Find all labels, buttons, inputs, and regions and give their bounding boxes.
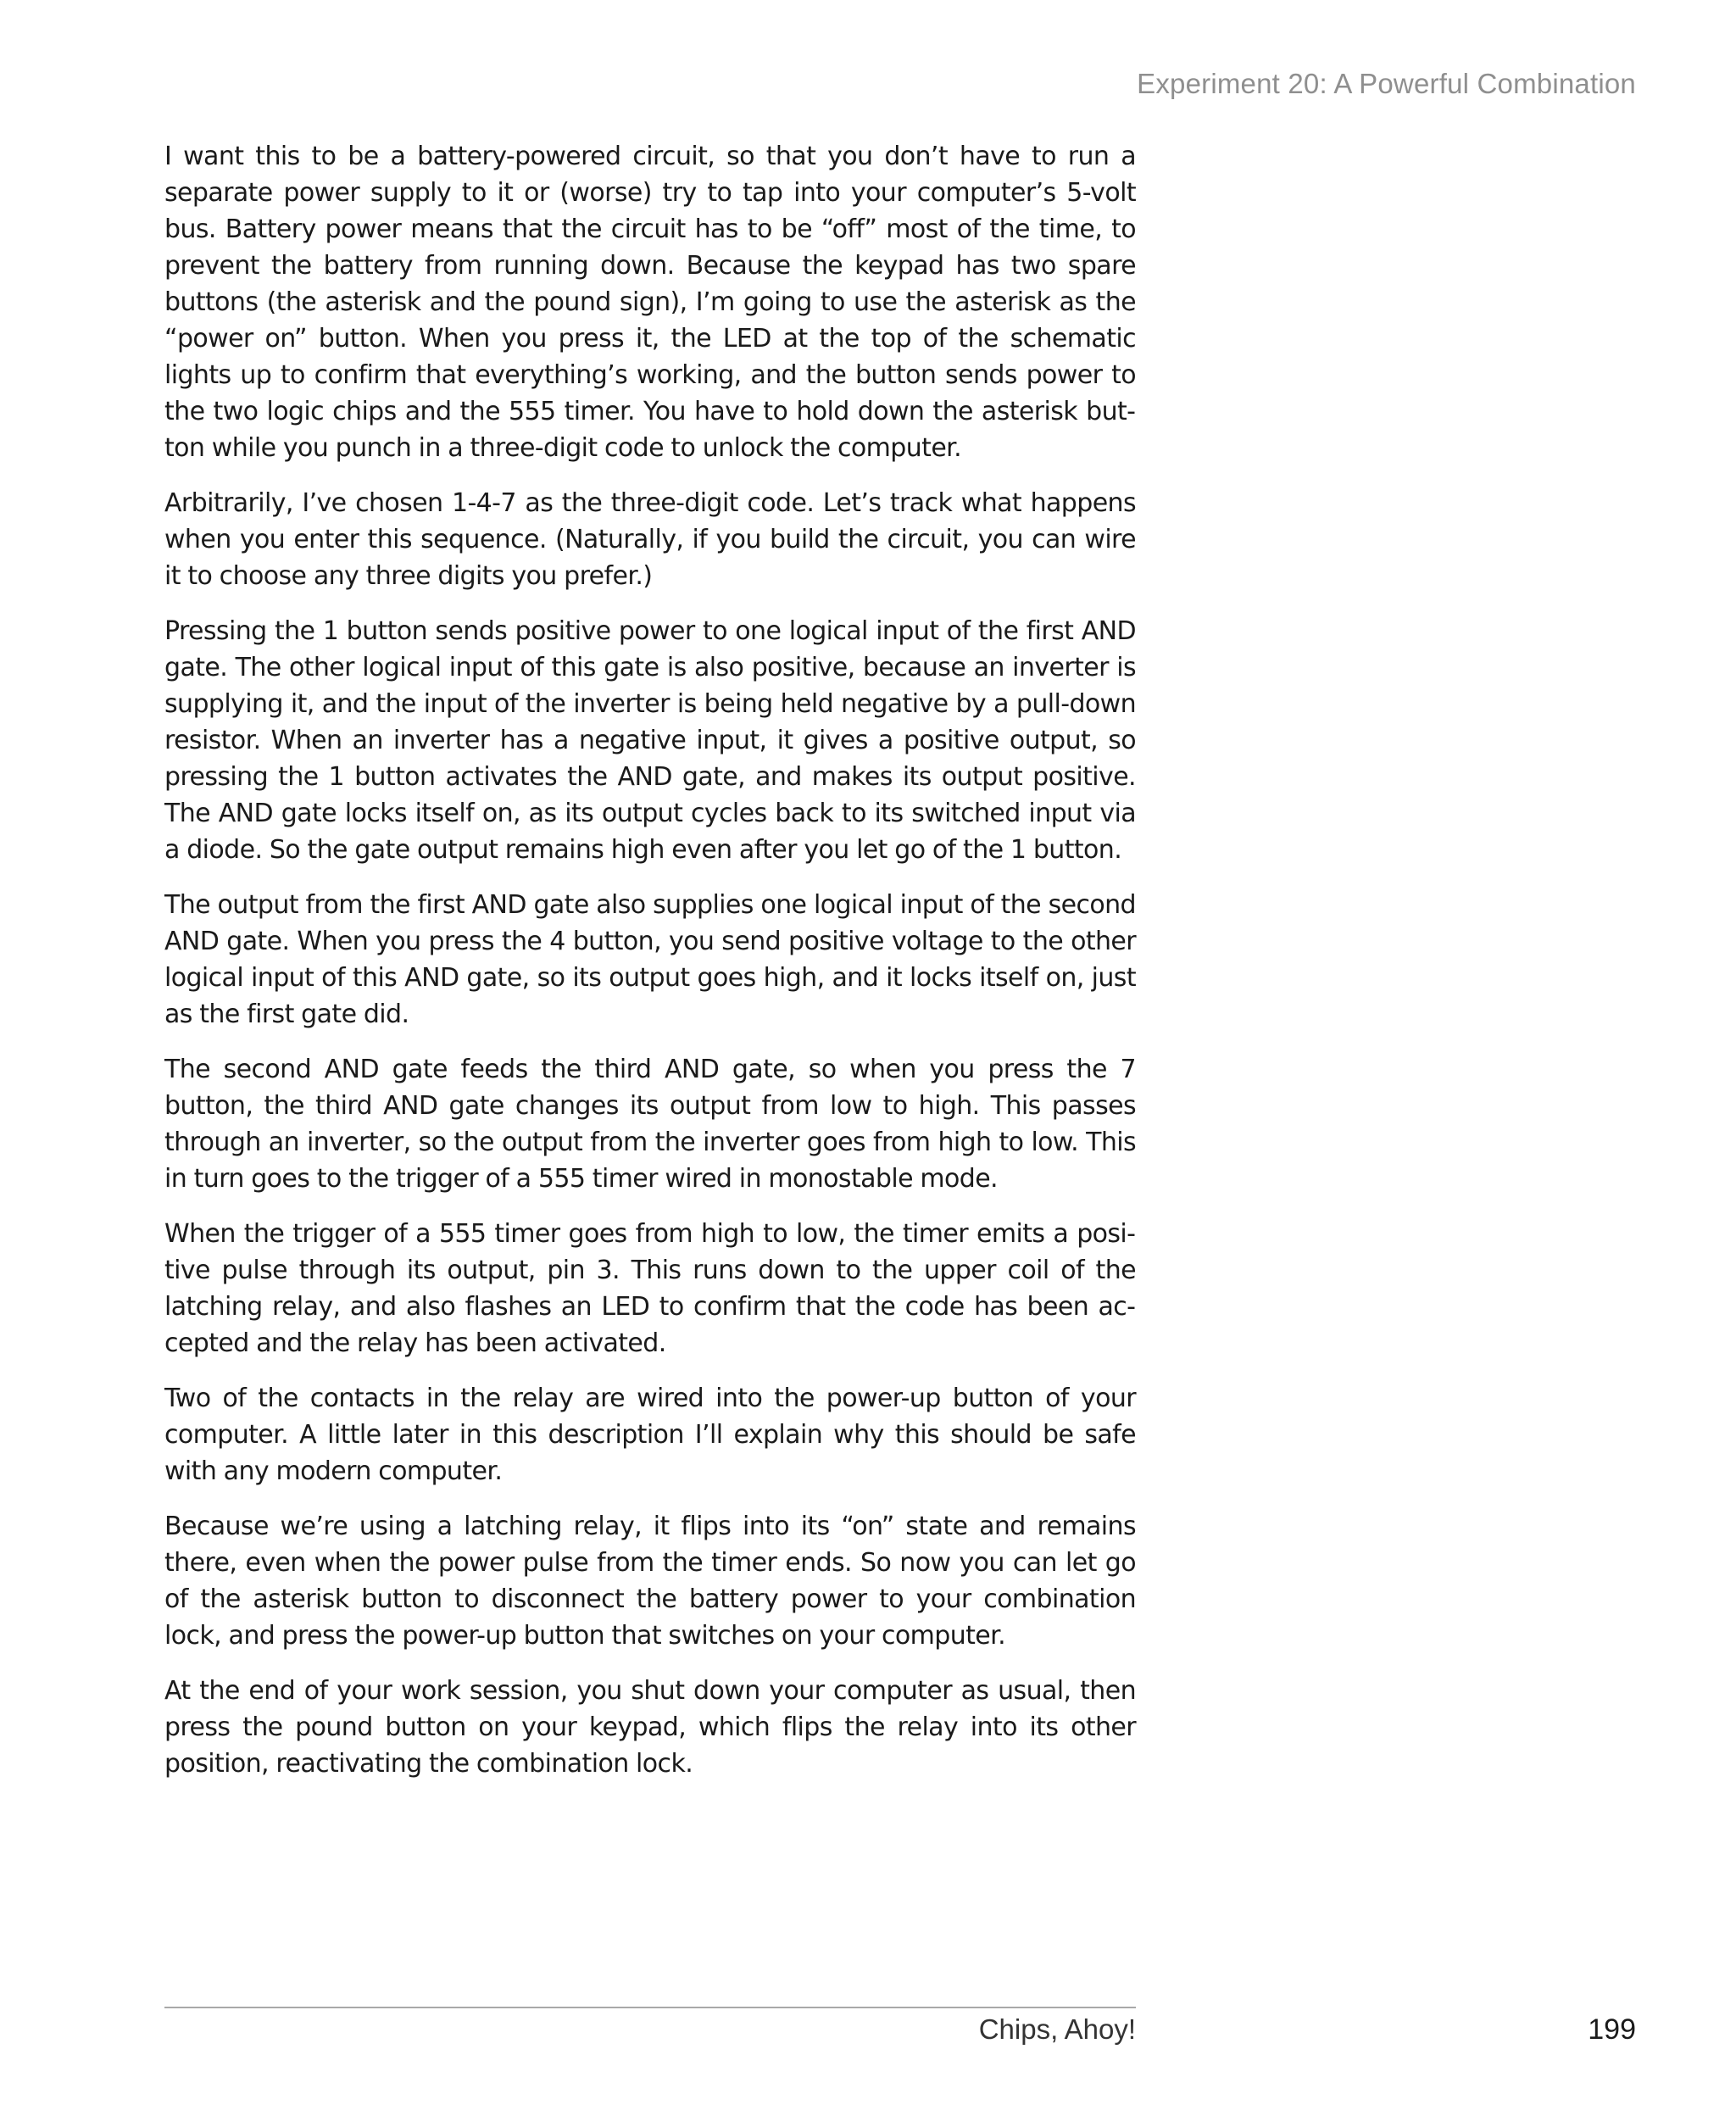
running-header: Experiment 20: A Powerful Combination — [1137, 68, 1636, 99]
paragraph: Pressing the 1 button sends positive power to one logical input of the first AND gate. The other logical input of this gate is also positive, because an inverter is supplying it, and the input of the inverter is being held negative by a pull-down resistor. When an inverter has a negative input, it gives a positive output, so pressing the 1 button activates the AND gate, and makes its output positive. The AND gate locks itself on, as its output cycles back to its switched input via a diode. So the gate output remains high even after you let go of the 1 button. — [164, 616, 1136, 865]
paragraph: I want this to be a battery-powered circuit, so that you don’t have to run a separate power supply to it or (worse) try to tap into your computer’s 5-volt bus. Battery power means that the circuit has to be “off” most of the time, to prevent the battery from running down. Because the keypad has two spare buttons (the asterisk and the pound sign), I’m going to use the asterisk as the “power on” button. When you press it, the LED at the top of the schematic lights up to confirm that everything’s working, and the button sends power to the two logic chips and the 555 timer. You have to hold down the asterisk button while you punch in a three-digit code to unlock the computer. — [164, 142, 1136, 463]
paragraph: The output from the first AND gate also supplies one logical input of the second AND gate. When you press the 4 button, you send positive voltage to the other logical input of this AND gate, so its output goes high, and it locks itself on, just as the first gate did. — [164, 890, 1136, 1029]
paragraph: The second AND gate feeds the third AND gate, so when you press the 7 button, the third AND gate changes its output from low to high. This passes through an inverter, so the output from the inverter goes from high to low. This in turn goes to the trigger of a 555 timer wired in monostable mode. — [164, 1055, 1136, 1194]
page-number: 199 — [1588, 2013, 1636, 2046]
paragraph: At the end of your work session, you shut down your computer as usual, then press the pound button on your keypad, which flips the relay into its other position, reactivating the combination lock. — [164, 1676, 1136, 1779]
footer-rule — [164, 2007, 1136, 2008]
paragraph: Because we’re using a latching relay, it flips into its “on” state and remains there, even when the power pulse from the timer ends. So now you can let go of the asterisk button to disconnect the battery power to your combination lock, and press the power-up button that switches on your computer. — [164, 1512, 1136, 1651]
footer-chapter-title: Chips, Ahoy! — [978, 2013, 1136, 2045]
paragraph: Arbitrarily, I’ve chosen 1-4-7 as the three-digit code. Let’s track what happens when you enter this sequence. (Naturally, if you build the circuit, you can wire it to choose any three digits you prefer.) — [164, 488, 1136, 591]
body-text — [164, 138, 1136, 1801]
paragraph: When the trigger of a 555 timer goes from high to low, the timer emits a positive pulse through its output, pin 3. This runs down to the upper coil of the latching relay, and also flashes an LED to confirm that the code has been accepted and the relay has been activated. — [164, 1219, 1136, 1358]
paragraph: Two of the contacts in the relay are wired into the power-up button of your computer. A little later in this description I’ll explain why this should be safe with any modern computer. — [164, 1384, 1136, 1486]
